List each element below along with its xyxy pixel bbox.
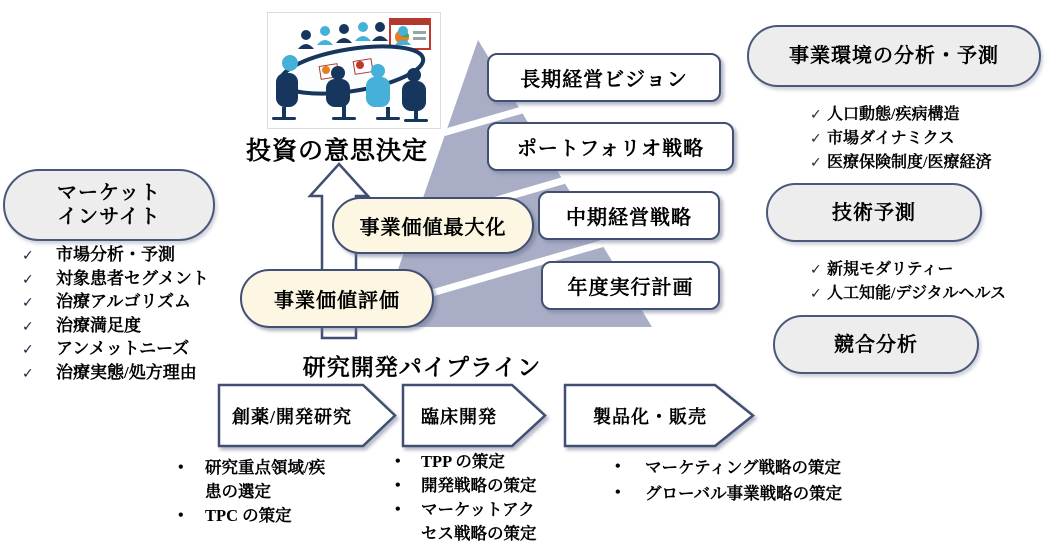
bullet-icon: • <box>395 476 401 494</box>
list-item-label: 治療満足度 <box>56 315 141 335</box>
pill-value-evaluation: 事業価値評価 <box>240 269 434 328</box>
list-item <box>22 362 209 386</box>
bullet-icon: • <box>178 459 184 476</box>
list-item-label: 治療実態/処方理由 <box>56 362 197 382</box>
pill-market-insight <box>3 169 215 241</box>
list-item-label: 人口動態/疾病構造 <box>827 106 960 123</box>
list-item <box>22 268 209 292</box>
list-item-label: TPC の策定 <box>205 505 292 525</box>
list-item-label: 開発戦略の策定 <box>421 475 537 495</box>
check-icon: ✓ <box>22 248 34 264</box>
list-item <box>22 244 209 268</box>
pyramid-box-midterm-strategy: 中期経営戦略 <box>538 191 720 240</box>
list-item <box>810 258 1006 282</box>
check-icon: ✓ <box>810 131 822 147</box>
investment-decision-caption: 投資の意思決定 <box>245 138 428 165</box>
list-item <box>810 151 991 175</box>
list-item-label: アンメットニーズ <box>56 339 190 358</box>
check-icon: ✓ <box>22 342 34 358</box>
pill-value-maximization: 事業価値最大化 <box>332 197 534 254</box>
list-item <box>615 455 905 481</box>
list-item-label: 人工知能/デジタルヘルス <box>827 285 1007 302</box>
list-item <box>810 103 991 127</box>
check-icon: ✓ <box>810 262 822 278</box>
list-item-label: 市場ダイナミクス <box>827 130 955 147</box>
stage-label-commercial: 製品化・販売 <box>593 406 707 427</box>
bullet-icon: • <box>395 500 401 518</box>
list-item <box>22 315 209 339</box>
bullet-icon: • <box>615 458 621 475</box>
stage-label-discovery: 創薬/開発研究 <box>231 406 352 427</box>
list-item <box>22 291 209 315</box>
technology-checklist <box>810 258 1006 306</box>
clinical-bullets <box>395 450 545 546</box>
list-item-label: マーケットアクセス戦略の策定 <box>421 499 537 543</box>
meeting-illustration-art <box>268 13 438 126</box>
check-icon: ✓ <box>22 365 34 382</box>
list-item-label: 新規モダリティー <box>827 261 954 278</box>
list-item-label: グローバル事業戦略の策定 <box>645 484 843 504</box>
list-item <box>395 450 545 474</box>
pill-label: 技術予測 <box>832 201 916 224</box>
check-icon: ✓ <box>22 271 34 288</box>
pill-technology-forecast <box>766 183 982 242</box>
pill-label: 競合分析 <box>834 333 918 356</box>
list-item-label: 対象患者セグメント <box>56 268 209 288</box>
list-item <box>395 498 545 546</box>
list-item <box>810 127 991 151</box>
market-insight-line2: インサイト <box>57 206 161 228</box>
market-insight-line1: マーケット <box>57 182 161 204</box>
bullet-icon: • <box>395 453 401 470</box>
stage-label-clinical: 臨床開発 <box>421 406 497 427</box>
environment-checklist <box>810 103 991 175</box>
bullet-icon: • <box>178 506 184 524</box>
list-item <box>178 504 335 528</box>
list-item <box>395 474 545 498</box>
list-item <box>615 481 905 507</box>
list-item-label: マーケティング戦略の策定 <box>645 458 842 477</box>
list-item <box>810 282 1006 306</box>
bullet-icon: • <box>615 484 621 502</box>
pyramid-box-portfolio-strategy: ポートフォリオ戦略 <box>487 122 734 171</box>
list-item-label: TPP の策定 <box>421 452 505 471</box>
list-item-label: 治療アルゴリズム <box>56 292 191 311</box>
check-icon: ✓ <box>810 155 822 171</box>
list-item-label: 市場分析・予測 <box>56 245 175 264</box>
discovery-bullets <box>178 456 335 528</box>
list-item-label: 研究重点領域/疾患の選定 <box>205 458 326 501</box>
pill-label: 事業環境の分析・予測 <box>789 45 999 67</box>
pill-environment-analysis <box>747 25 1041 87</box>
market-insight-checklist <box>22 244 209 385</box>
pyramid-box-long-term-vision: 長期経営ビジョン <box>487 53 721 102</box>
list-item <box>178 456 335 504</box>
check-icon: ✓ <box>22 318 34 335</box>
meeting-illustration <box>267 12 441 129</box>
pipeline-label: 研究開発パイプライン <box>302 355 542 380</box>
check-icon: ✓ <box>810 286 822 302</box>
pyramid-box-annual-plan: 年度実行計画 <box>541 261 720 310</box>
check-icon: ✓ <box>810 107 822 123</box>
commercial-bullets <box>615 455 905 508</box>
list-item <box>22 338 209 362</box>
list-item-label: 医療保険制度/医療経済 <box>827 154 992 171</box>
pill-competitive-analysis <box>773 315 979 374</box>
check-icon: ✓ <box>22 295 34 311</box>
